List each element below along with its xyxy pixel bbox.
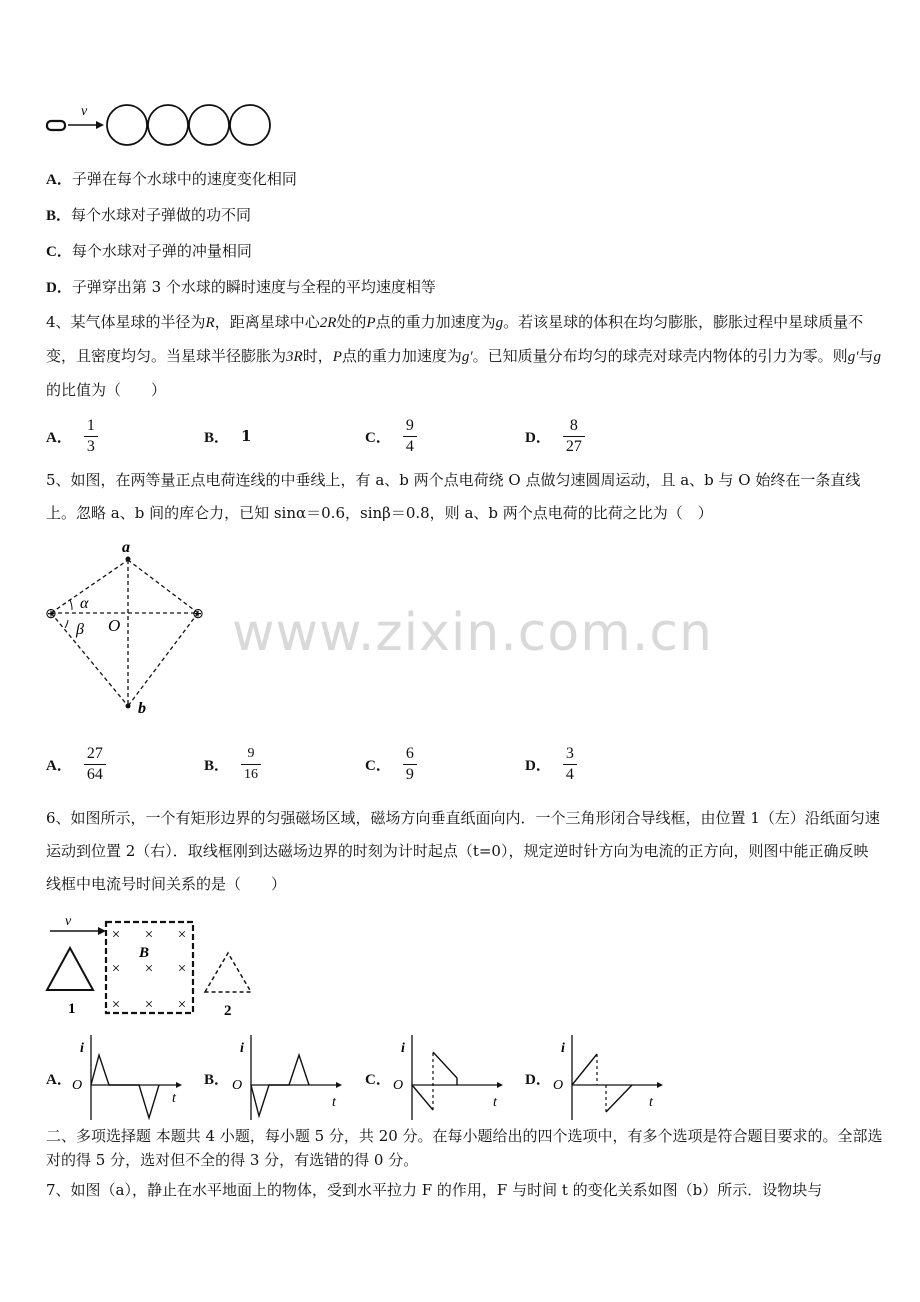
graph-c	[385, 1030, 515, 1125]
svg-text:O: O	[393, 1078, 404, 1093]
graph-b	[224, 1030, 354, 1125]
q6-velocity-label: v	[65, 914, 72, 929]
q5-option-c[interactable]: C． $\frac{6}{9}$	[365, 742, 417, 786]
B-label: B	[139, 945, 150, 961]
q3-option-c[interactable]: C．每个水球对子弹的冲量相同	[46, 242, 252, 260]
label-b: b	[138, 700, 146, 717]
q3-option-b[interactable]: B．每个水球对子弹做的功不同	[46, 206, 252, 224]
watermark: www.zixin.com.cn	[232, 603, 713, 663]
svg-text:×: ×	[144, 927, 154, 943]
svg-text:t: t	[332, 1095, 336, 1110]
q5-option-a[interactable]: A． $\frac{27}{64}$	[46, 742, 106, 786]
q3-option-a[interactable]: A．子弹在每个水球中的速度变化相同	[46, 170, 297, 188]
position-2-label: 2	[224, 1003, 232, 1019]
q5-charge-figure	[38, 538, 218, 718]
q6-magnetic-field-figure	[40, 912, 270, 1022]
svg-text:i: i	[80, 1041, 84, 1056]
q6-option-c[interactable]: C． i O t	[365, 1030, 515, 1125]
q5-stem: 5、如图，在两等量正点电荷连线的中垂线上，有 a、b 两个点电荷绕 O 点做匀速圆周运动，且 a、b 与 O 始终在一条直线上。忽略 a、b 间的库仑力，已知 sinα＝0.6，sinβ＝0.8，则 a、b 两个点电荷的比荷之比为（ ）	[46, 471, 861, 522]
water-ball-2	[148, 105, 188, 145]
q5-option-d[interactable]: D． $\frac{3}{4}$	[525, 742, 577, 786]
graph-d	[545, 1030, 675, 1125]
label-O: O	[108, 616, 121, 635]
svg-text:i: i	[401, 1041, 405, 1056]
svg-text:×: ×	[177, 997, 187, 1013]
q4-options	[46, 414, 646, 458]
q6-option-a[interactable]: A． i O t	[46, 1030, 196, 1125]
label-alpha: α	[80, 595, 89, 612]
q6-option-d[interactable]: D． i O t	[525, 1030, 675, 1125]
svg-text:×: ×	[177, 961, 187, 977]
bullet-water-balls-figure	[44, 100, 284, 150]
svg-text:t: t	[172, 1091, 176, 1106]
svg-text:O: O	[232, 1078, 243, 1093]
q3-option-d[interactable]: D．子弹穿出第 3 个水球的瞬时速度与全程的平均速度相等	[46, 278, 436, 296]
svg-text:×: ×	[111, 961, 121, 977]
graph-a	[64, 1030, 194, 1125]
section-2-heading: 二、多项选择题 本题共 4 小题，每小题 5 分，共 20 分。在每小题给出的四个选项中，有多个选项是符合题目要求的。全部选对的得 5 分，选对但不全的得 3 分，有选错的得 0 分。	[46, 1127, 883, 1169]
svg-text:i: i	[561, 1041, 565, 1056]
q4-option-c[interactable]: C． $\frac{9}{4}$	[365, 414, 417, 458]
q4-option-a[interactable]: A． $\frac{1}{3}$	[46, 414, 98, 458]
water-ball-4	[230, 105, 270, 145]
q4-option-d[interactable]: D． $\frac{8}{27}$	[525, 414, 585, 458]
q6-stem: 6、如图所示，一个有矩形边界的匀强磁场区域，磁场方向垂直纸面向内．一个三角形闭合导线框，由位置 1（左）沿纸面匀速运动到位置 2（右）．取线框刚到达磁场边界的时刻为计时起点（t=0），规定逆时针方向为电流的正方向，则图中能正确反映线框中电流号时间关系的是（ ）	[46, 809, 880, 893]
q6-option-b[interactable]: B． i O t	[204, 1030, 354, 1125]
water-ball-3	[189, 105, 229, 145]
svg-text:×: ×	[144, 997, 154, 1013]
q6-options	[46, 1030, 686, 1125]
svg-text:×: ×	[111, 927, 121, 943]
svg-text:O: O	[553, 1078, 564, 1093]
velocity-label: v	[81, 104, 88, 119]
right-charge-icon: ⊕	[192, 607, 204, 622]
svg-text:t: t	[493, 1095, 497, 1110]
position-1-label: 1	[68, 1001, 76, 1017]
svg-text:×: ×	[111, 997, 121, 1013]
bullet-shape	[47, 121, 65, 130]
q5-option-b[interactable]: B． $\frac{9}{16}$	[204, 742, 261, 786]
water-ball-1	[107, 105, 147, 145]
svg-text:O: O	[72, 1078, 83, 1093]
svg-text:t: t	[649, 1095, 653, 1110]
q4-stem: 4、某气体星球的半径为R，距离星球中心2R处的P点的重力加速度为g。若该星球的体积在均匀膨胀，膨胀过程中星球质量不变，且密度均匀。当星球半径膨胀为3R时，P点的重力加速度为g′。已知质量分布均匀的球壳对球壳内物体的引力为零。则g′与g的比值为（ ）	[46, 313, 881, 399]
q7-stem: 7、如图（a），静止在水平地面上的物体，受到水平拉力 F 的作用，F 与时间 t 的变化关系如图（b）所示．设物块与	[46, 1181, 823, 1199]
label-a: a	[122, 539, 130, 556]
label-beta: β	[76, 621, 84, 638]
svg-text:×: ×	[177, 927, 187, 943]
left-charge-icon: ⊕	[45, 607, 57, 622]
svg-text:×: ×	[144, 961, 154, 977]
svg-text:i: i	[240, 1041, 244, 1056]
q4-option-b[interactable]: B． 1	[204, 427, 252, 446]
q5-options	[46, 742, 646, 786]
